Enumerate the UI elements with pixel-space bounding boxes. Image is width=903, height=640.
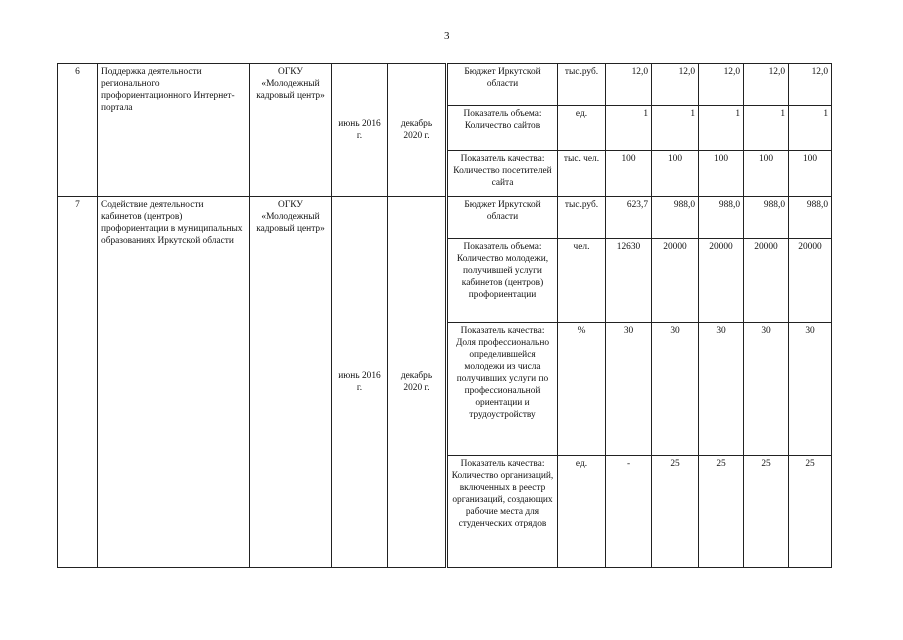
unit: ед. — [558, 456, 606, 568]
row-number: 6 — [58, 64, 98, 197]
indicator: Показатель объема: Количество молодежи, получившей услуги кабинетов (центров) профориентации — [447, 239, 558, 323]
value-cell: 100 — [652, 151, 699, 197]
value-cell: 12,0 — [789, 64, 832, 106]
unit: тыс.руб. — [558, 64, 606, 106]
end-date: декабрь 2020 г. — [388, 197, 447, 568]
value-cell: 100 — [606, 151, 652, 197]
value-cell: 12,0 — [606, 64, 652, 106]
value-cell: 100 — [789, 151, 832, 197]
start-date: июнь 2016 г. — [332, 64, 388, 197]
row-number: 7 — [58, 197, 98, 568]
value-cell: 25 — [699, 456, 744, 568]
value-cell: 988,0 — [789, 197, 832, 239]
value-cell: 12,0 — [744, 64, 789, 106]
activity-title: Содействие деятельности кабинетов (центров) профориентации в муниципальных образованиях Иркутской области — [98, 197, 250, 568]
value-cell: 12,0 — [652, 64, 699, 106]
value-cell: 30 — [652, 323, 699, 456]
executor: ОГКУ «Молодежный кадровый центр» — [250, 64, 332, 197]
table-row — [58, 64, 832, 106]
indicator: Показатель качества: Доля профессионально определившейся молодежи из числа получивших услуги по профессиональной ориентации и трудоустройству — [447, 323, 558, 456]
value-cell: 30 — [744, 323, 789, 456]
value-cell: 1 — [606, 106, 652, 151]
program-activities-table — [57, 63, 832, 568]
activity-title: Поддержка деятельности регионального профориентационного Интернет-портала — [98, 64, 250, 197]
indicator: Показатель объема: Количество сайтов — [447, 106, 558, 151]
value-cell: 1 — [652, 106, 699, 151]
unit: тыс.руб. — [558, 197, 606, 239]
unit: тыс. чел. — [558, 151, 606, 197]
value-cell: 1 — [789, 106, 832, 151]
value-cell: 20000 — [789, 239, 832, 323]
value-cell: 988,0 — [652, 197, 699, 239]
table-row — [58, 197, 832, 239]
value-cell: 30 — [789, 323, 832, 456]
unit: % — [558, 323, 606, 456]
value-cell: 1 — [699, 106, 744, 151]
value-cell: 25 — [789, 456, 832, 568]
end-date: декабрь 2020 г. — [388, 64, 447, 197]
value-cell: 25 — [652, 456, 699, 568]
indicator: Бюджет Иркутской области — [447, 64, 558, 106]
value-cell: 100 — [744, 151, 789, 197]
value-cell: 100 — [699, 151, 744, 197]
value-cell: 30 — [699, 323, 744, 456]
page-number: 3 — [444, 30, 450, 42]
start-date: июнь 2016 г. — [332, 197, 388, 568]
value-cell: 20000 — [744, 239, 789, 323]
value-cell: 12,0 — [699, 64, 744, 106]
value-cell: - — [606, 456, 652, 568]
indicator: Бюджет Иркутской области — [447, 197, 558, 239]
value-cell: 988,0 — [744, 197, 789, 239]
value-cell: 30 — [606, 323, 652, 456]
value-cell: 988,0 — [699, 197, 744, 239]
unit: чел. — [558, 239, 606, 323]
value-cell: 623,7 — [606, 197, 652, 239]
value-cell: 20000 — [699, 239, 744, 323]
value-cell: 1 — [744, 106, 789, 151]
indicator: Показатель качества: Количество организаций, включенных в реестр организаций, создающих рабочие места для студенческих отрядов — [447, 456, 558, 568]
value-cell: 12630 — [606, 239, 652, 323]
value-cell: 20000 — [652, 239, 699, 323]
indicator: Показатель качества: Количество посетителей сайта — [447, 151, 558, 197]
executor: ОГКУ «Молодежный кадровый центр» — [250, 197, 332, 568]
unit: ед. — [558, 106, 606, 151]
value-cell: 25 — [744, 456, 789, 568]
